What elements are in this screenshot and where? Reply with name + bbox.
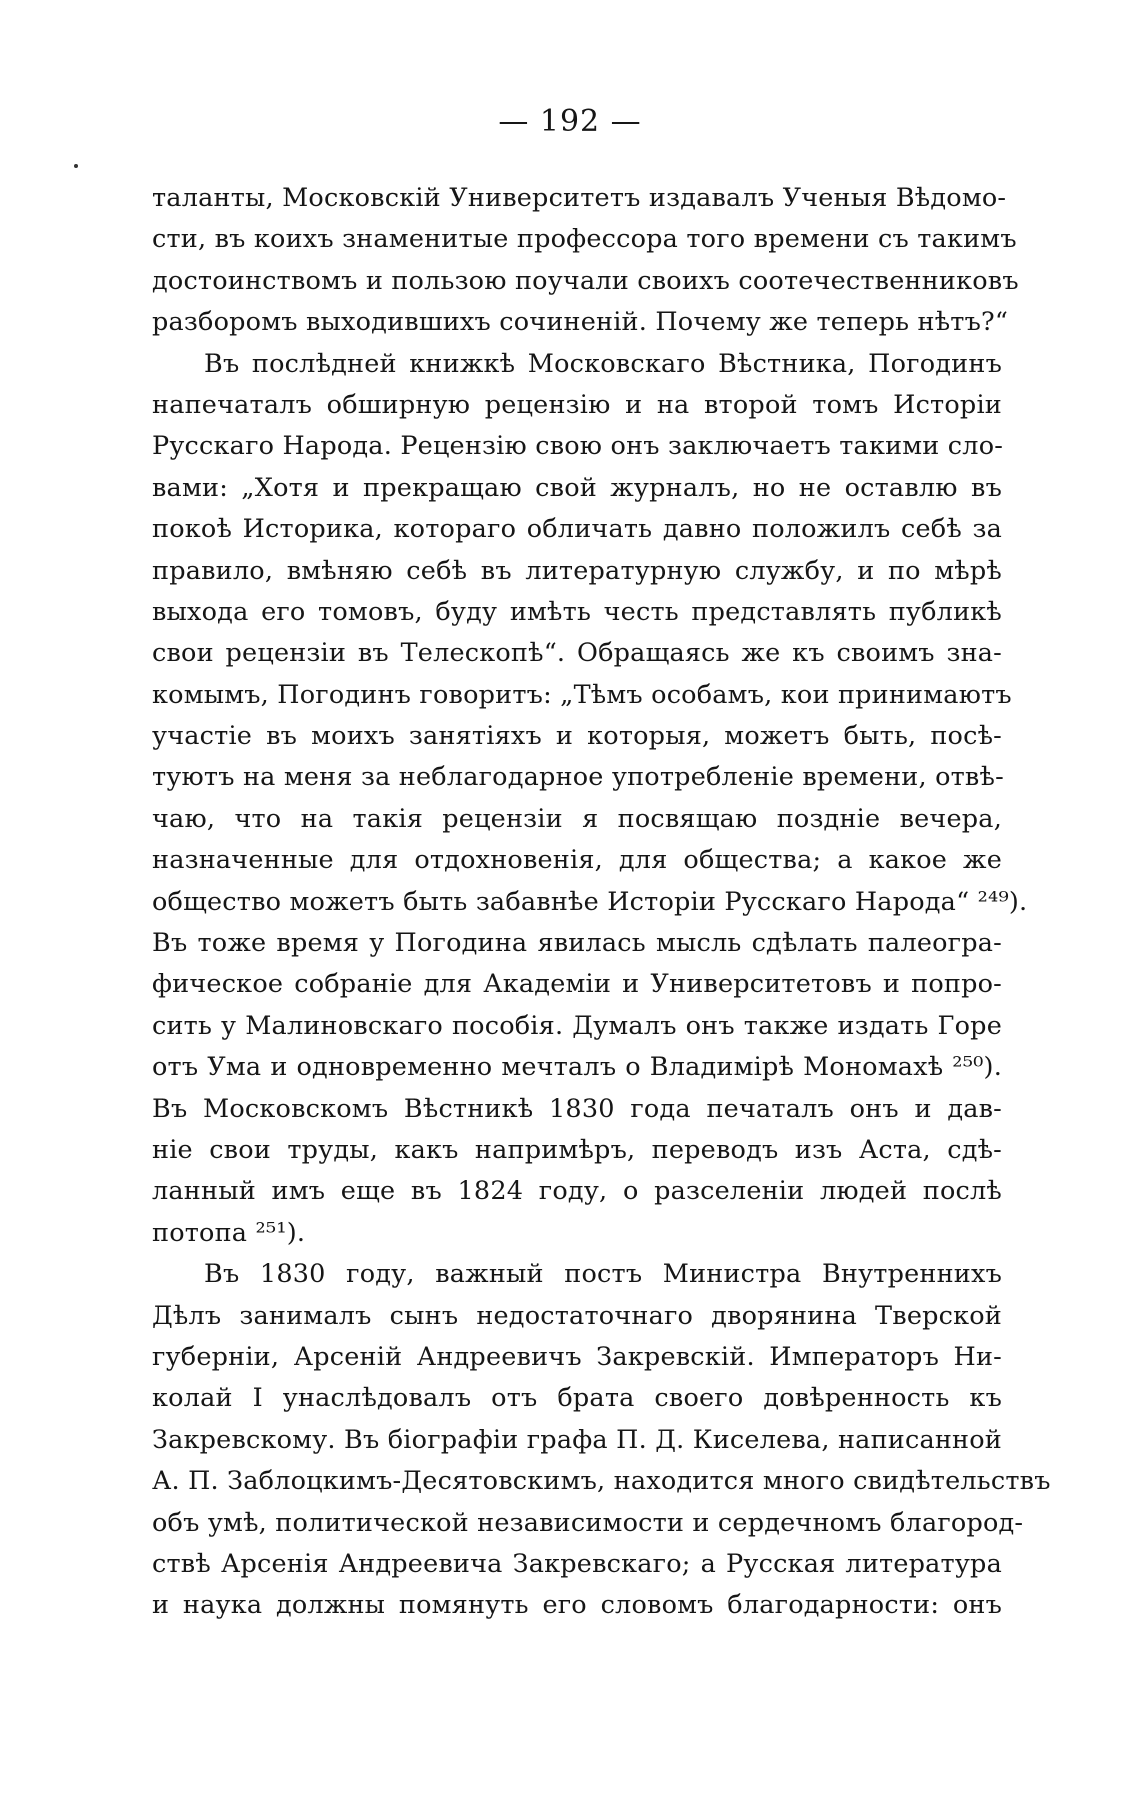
text-line: сти, въ коихъ знаменитые профессора того времени съ такимъ <box>152 224 1017 255</box>
text-line: губерніи, Арсеній Андреевичъ Закревскій. Императоръ Ни- <box>152 1341 1002 1372</box>
text-line: чаю, что на такія рецензіи я посвящаю поздніе вечера, <box>152 803 1002 834</box>
text-line: А. П. Заблоцкимъ-Десятовскимъ, находится много свидѣтельствъ <box>152 1466 1051 1497</box>
text-line: ланный имъ еще въ 1824 году, о разселеніи людей послѣ <box>152 1176 1002 1207</box>
page-number: — 192 — <box>498 104 642 139</box>
text-line: разборомъ выходившихъ сочиненій. Почему же теперь нѣтъ?“ <box>152 307 1009 338</box>
text-line: объ умѣ, политической независимости и сердечномъ благород- <box>152 1507 1024 1538</box>
text-line: вами: „Хотя и прекращаю свой журналъ, но не оставлю въ <box>152 472 1002 503</box>
text-line: Въ тоже время у Погодина явилась мысль сдѣлать палеогра- <box>152 928 1002 959</box>
print-speck <box>74 164 78 168</box>
text-line: общество можетъ быть забавнѣе Исторіи Русскаго Народа“ ²⁴⁹). <box>152 886 1028 917</box>
text-line: Русскаго Народа. Рецензію свою онъ заключаетъ такими сло- <box>152 431 1004 462</box>
text-line: правило, вмѣняю себѣ въ литературную службу, и по мѣрѣ <box>152 555 1002 586</box>
text-line: потопа ²⁵¹). <box>152 1217 306 1248</box>
text-line: выхода его томовъ, буду имѣть честь представлять публикѣ <box>152 596 1002 627</box>
text-line: туютъ на меня за неблагодарное употребленіе времени, отвѣ- <box>152 762 1004 793</box>
text-line: Въ послѣдней книжкѣ Московскаго Вѣстника, Погодинъ <box>204 348 1002 379</box>
text-line: Въ 1830 году, важный постъ Министра Внутреннихъ <box>204 1259 1002 1290</box>
text-line: Въ Московскомъ Вѣстникѣ 1830 года печаталъ онъ и дав- <box>152 1093 1002 1124</box>
text-line: колай I унаслѣдовалъ отъ брата своего довѣренность къ <box>152 1383 1002 1414</box>
text-line: отъ Ума и одновременно мечталъ о Владимірѣ Мономахѣ ²⁵⁰). <box>152 1052 1002 1083</box>
text-line: сить у Малиновскаго пособія. Думалъ онъ также издать Горе <box>152 1010 1002 1041</box>
text-line: свои рецензіи въ Телескопѣ“. Обращаясь же къ своимъ зна- <box>152 638 1002 669</box>
text-line: участіе въ моихъ занятіяхъ и которыя, можетъ быть, посѣ- <box>152 721 1002 752</box>
text-line: Закревскому. Въ біографіи графа П. Д. Киселева, написанной <box>152 1424 1002 1455</box>
text-line: комымъ, Погодинъ говоритъ: „Тѣмъ особамъ, кои принимаютъ <box>152 679 1012 710</box>
text-line: ствѣ Арсенія Андреевича Закревскаго; а Русская литература <box>152 1548 1002 1579</box>
text-line: напечаталъ обширную рецензію и на второй томъ Исторіи <box>152 389 1002 420</box>
text-line: покоѣ Историка, котораго обличать давно положилъ себѣ за <box>152 514 1002 545</box>
text-line: Дѣлъ занималъ сынъ недостаточнаго дворянина Тверской <box>152 1300 1002 1331</box>
text-line: фическое собраніе для Академіи и Университетовъ и попро- <box>152 969 1002 1000</box>
text-line: ніе свои труды, какъ напримѣръ, переводъ изъ Аста, сдѣ- <box>152 1134 1002 1165</box>
page-text-body <box>152 178 1051 1627</box>
text-line: достоинствомъ и пользою поучали своихъ соотечественниковъ <box>152 265 1019 296</box>
text-line: назначенные для отдохновенія, для общества; а какое же <box>152 845 1002 876</box>
text-line: таланты, Московскій Университетъ издавалъ Ученыя Вѣдомо- <box>152 183 1007 213</box>
text-line: и наука должны помянуть его словомъ благодарности: онъ <box>152 1590 1002 1621</box>
